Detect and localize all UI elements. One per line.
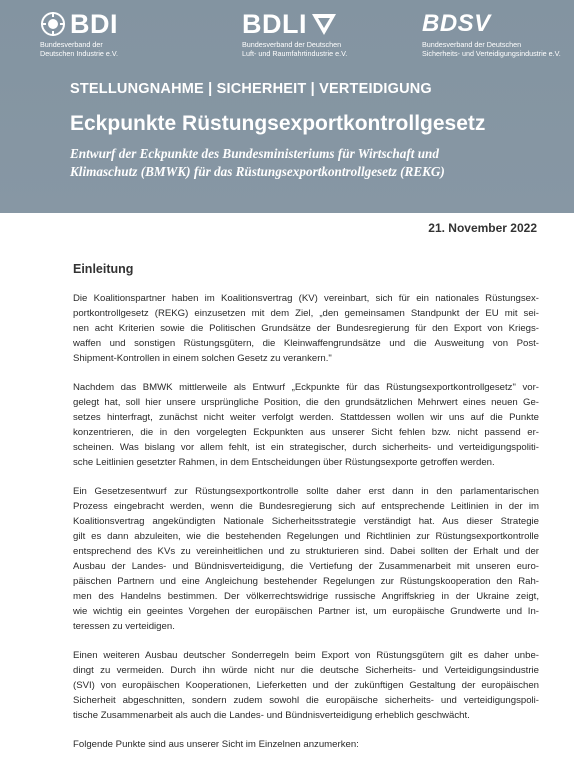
- paragraph-line: waffen und sonstigen Rüstungsgütern, die Kleinwaffengrundsätze und die Ausweitung von Post-: [73, 338, 539, 349]
- bdi-logo-subtitle-2: Deutschen Industrie e.V.: [40, 48, 119, 58]
- bdli-logo-subtitle-1: Bundesverband der Deutschen: [242, 40, 342, 49]
- body-paragraph: [73, 648, 539, 723]
- paragraph-line: teressen zu verteidigen.: [73, 621, 175, 632]
- bdli-logo-subtitle-2: Luft- und Raumfahrtindustrie e.V.: [242, 48, 348, 58]
- paragraph-line: scheinen. Was bislang vor allem fehlt, ist ein strategischer, durch sicherheits- und verteidigungspoliti-: [73, 442, 539, 453]
- body-paragraph: [73, 737, 539, 752]
- paragraph-line: Shipment-Kontrollen in einem solchen Gesetz zu verankern.": [73, 353, 332, 364]
- paragraph-line: gelegt hat, soll hier unsere ursprüngliche Position, die den grundsätzlichen Mehrwert eines neuen Ge-: [73, 397, 539, 408]
- bdsv-logo-subtitle-1: Bundesverband der Deutschen: [422, 40, 522, 49]
- paragraph-line: dingt zu vermeiden. Durch ihn würde nicht nur die deutsche Sicherheits- und Verteidigungsindustrie: [73, 665, 539, 676]
- subtitle-line: Klimaschutz (BMWK) für das Rüstungsexportkontrollgesetz (REKG): [70, 164, 445, 179]
- bdi-logo-text: BDI: [70, 9, 118, 39]
- bdi-logo-subtitle-1: Bundesverband der: [40, 40, 103, 49]
- paragraph-line: entsprechend des KVs zu vereinheitlichen und zu strukturieren sind. Dabei sollten der Erhalt und der: [73, 546, 539, 557]
- bdli-logo-text: BDLI: [242, 9, 307, 39]
- paragraph-line: Koalitionsvertrag angekündigten Nationale Sicherheitsstrategie verständigt hat. Aus dieser Strategie: [73, 516, 539, 527]
- bdi-emblem-icon: [40, 11, 66, 37]
- bdli-logo: [242, 10, 347, 58]
- paragraph-line: wie wichtig ein geeintes Vorgehen der europäischen Partner ist, um europäische Grundwerte und In-: [73, 606, 539, 617]
- paragraph-line: sche Leitlinien gesetzter Rahmen, in dem Entscheidungen über Rüstungsexporte getroffen werden.: [73, 457, 495, 468]
- body-paragraph: [73, 484, 539, 634]
- paragraph-line: Prozess eingebracht werden, wenn die Bundesregierung sich auf entsprechende Leitlinien in der im: [73, 501, 539, 512]
- paragraph-line: (SVI) von europäischen Kooperationen, Lieferketten und der zukünftigen Gestaltung der europäischen: [73, 680, 539, 691]
- paragraph-line: päischen Partnern und eine Angleichung bestehender Regelungen zur Rüstungskooperation den Rah-: [73, 576, 539, 587]
- section-title: Einleitung: [73, 262, 134, 276]
- paragraph-line: konzentrieren, die in den vorgelegten Eckpunkten aus unserer Sicht fehlen bzw. nicht passend er-: [73, 427, 539, 438]
- paragraph-line: Einen weiteren Ausbau deutscher Sonderregeln beim Export von Rüstungsgütern gilt es daher unbe-: [73, 650, 539, 661]
- paragraph-line: tische Zusammenarbeit als auch die Landes- und Bündnisverteidigung erheblich geschwächt.: [73, 710, 470, 721]
- paragraph-line: Ein Gesetzesentwurf zur Rüstungsexportkontrolle sollte daher erst dann in den parlamentarischen: [73, 486, 539, 497]
- paragraph-line: men des Handelns bestimmen. Der völkerrechtswidrige russische Angriffskrieg in der Ukraine zeigt,: [73, 591, 539, 602]
- bdi-logo: [40, 10, 118, 58]
- paragraph-line: Sicherheit abgeschnitten, sondern zudem sowohl die europäische sicherheits- und verteidigungspoli-: [73, 695, 539, 706]
- document-body: [73, 291, 539, 766]
- paragraph-line: portkontrollgesetz (REKG) einzusetzen mit dem Ziel, „den gemeinsamen Standpunkt der EU mit sei-: [73, 308, 539, 319]
- paragraph-line: Folgende Punkte sind aus unserer Sicht im Einzelnen anzumerken:: [73, 739, 359, 750]
- document-kicker: STELLUNGNAHME | SICHERHEIT | VERTEIDIGUNG: [70, 81, 432, 97]
- document-subtitle: [70, 145, 540, 181]
- document-date: 21. November 2022: [428, 221, 537, 235]
- body-paragraph: [73, 291, 539, 366]
- bdsv-logo: [422, 10, 561, 58]
- document-header: [0, 0, 574, 213]
- bdsv-logo-text: BDSV: [422, 10, 491, 37]
- body-paragraph: [73, 380, 539, 470]
- paragraph-line: nen acht Kriterien sowie die Politischen Grundsätze der Bundesregierung für den Export von Kriegs-: [73, 323, 539, 334]
- bdli-chevron-icon: [311, 12, 337, 36]
- paragraph-line: setzes hinterfragt, zunächst nicht weiter verfolgt werden. Stattdessen wollen wir uns auf die Punkte: [73, 412, 539, 423]
- subtitle-line: Entwurf der Eckpunkte des Bundesministeriums für Wirtschaft und: [70, 146, 439, 161]
- paragraph-line: Ausbau der Landes- und Bündnisverteidigung, die Vertiefung der Zusammenarbeit mit unseren euro-: [73, 561, 539, 572]
- paragraph-line: Nachdem das BMWK mittlerweile als Entwurf „Eckpunkte für das Rüstungsexportkontrollgesetz" vor-: [73, 382, 539, 393]
- document-title: Eckpunkte Rüstungsexportkontrollgesetz: [70, 112, 486, 135]
- paragraph-line: gilt es dann abzuleiten, wie die bestehenden Regelungen und Richtlinien zur Rüstungsexportkontrolle: [73, 531, 539, 542]
- paragraph-line: Die Koalitionspartner haben im Koalitionsvertrag (KV) vereinbart, sich für ein nationales Rüstungsex-: [73, 293, 539, 304]
- bdsv-logo-subtitle-2: Sicherheits- und Verteidigungsindustrie e.V.: [422, 48, 561, 58]
